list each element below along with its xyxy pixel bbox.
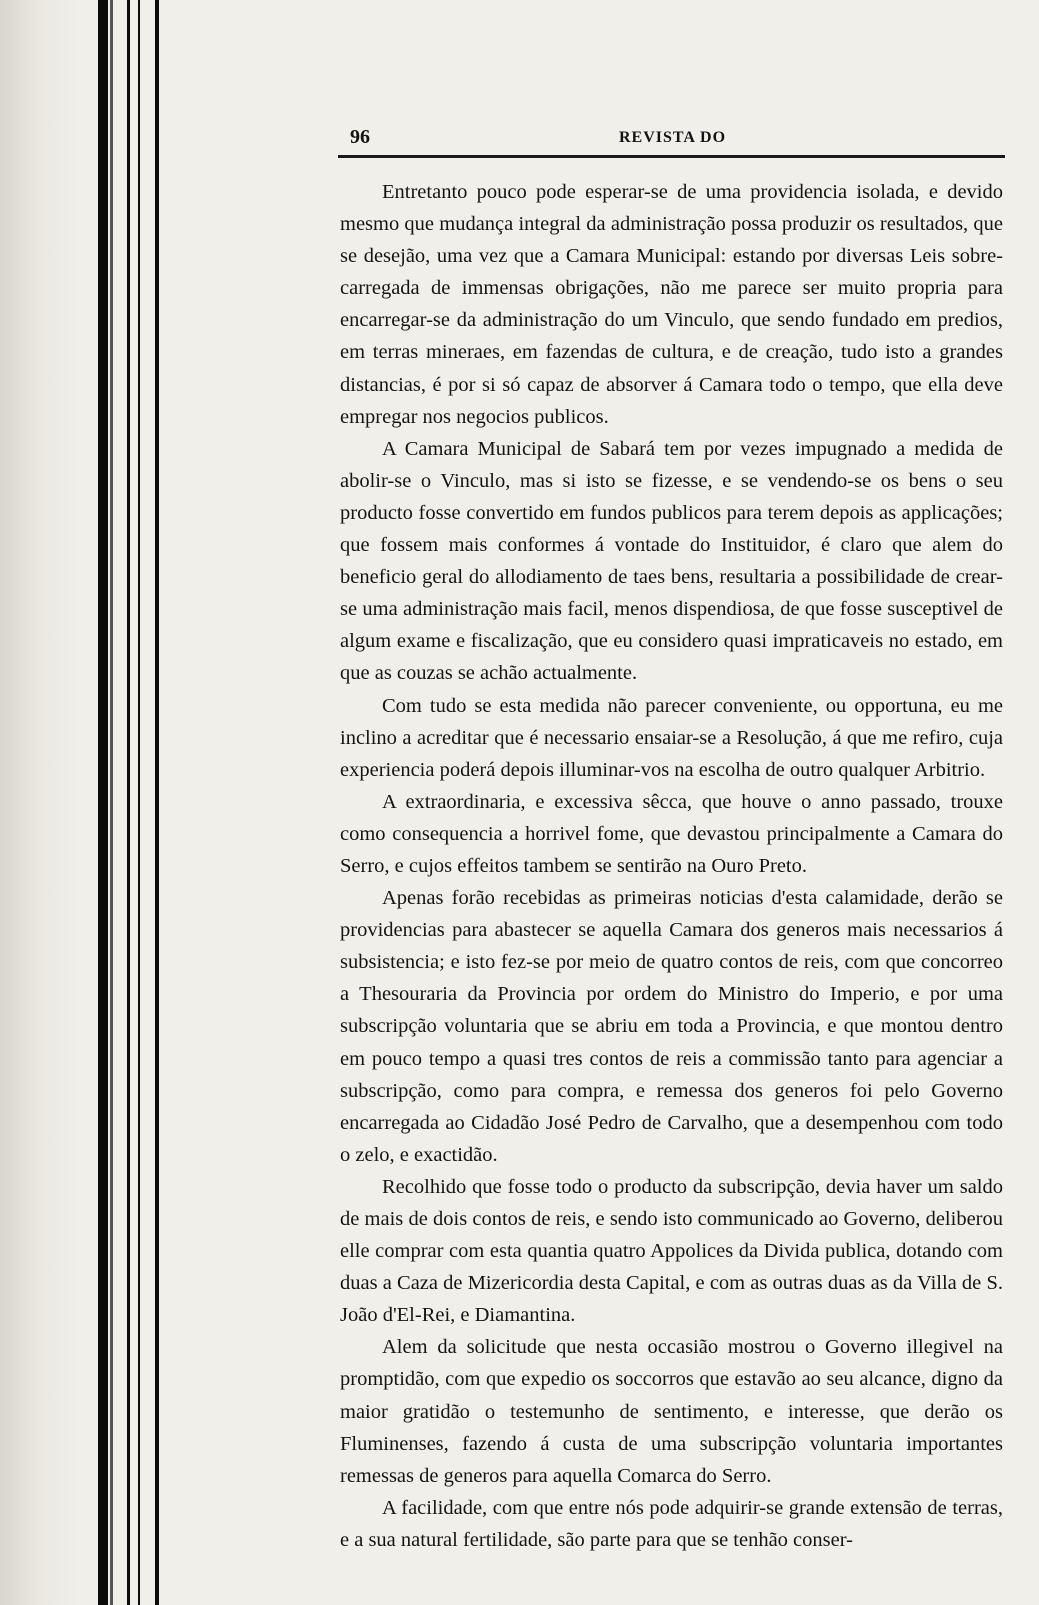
page-number: 96 bbox=[350, 126, 370, 148]
binding-edge bbox=[98, 0, 108, 1605]
paragraph: A facilidade, com que entre nós pode adquirir-se grande extensão de terras, e a sua natural fertilidade, são parte para que se tenhão conser- bbox=[340, 1496, 1003, 1551]
paragraph: Com tudo se esta medida não parecer conveniente, ou opportuna, eu me inclino a acreditar que é necessario ensaiar-se a Resolução, á que me refiro, cuja experiencia poderá depois illuminar-vos na escolha de outro qualquer Arbitrio. bbox=[340, 694, 1003, 781]
binding-edge bbox=[138, 0, 140, 1605]
paragraph: Apenas forão recebidas as primeiras noticias d'esta calamidade, derão se providencias para abastecer se aquella Camara dos generos mais necessarios á subsistencia; e isto fez-se por meio de quatro contos de reis, com que concorreo a Thesouraria da Provincia por ordem do Ministro do Imperio, e por uma subscripção voluntaria que se abriu em toda a Provincia, e que montou dentro em pouco tempo a quasi tres contos de reis a commissão tanto para agenciar a subscripção, como para compra, e remessa dos generos foi pelo Governo encarregada ao Cidadão José Pedro de Carvalho, que a desempenhou com todo o zelo, e exactidão. bbox=[340, 887, 1003, 1166]
paragraph: A Camara Municipal de Sabará tem por vezes impugnado a medida de abolir-se o Vinculo, mas si isto se fizesse, e se vendendo-se os bens o seu producto fosse convertido em fundos publicos para terem depois as applicações; que fossem mais conformes á vontade do Instituidor, é claro que alem do beneficio geral do allodiamento de taes bens, resultaria a possibilidade de crear-se uma administração mais facil, menos dispendiosa, de que fosse susceptivel de algum exame e fiscalização, que eu considero quasi impraticaveis no estado, em que as couzas se achão actualmente. bbox=[340, 437, 1003, 685]
paragraph: A extraordinaria, e excessiva sêcca, que houve o anno passado, trouxe como consequencia a horrivel fome, que devastou principalmente a Camara do Serro, e cujos effeitos tambem se sentirão na Ouro Preto. bbox=[340, 790, 1003, 877]
body-text bbox=[340, 176, 1003, 1556]
binding-edge bbox=[155, 0, 159, 1605]
page-header bbox=[340, 126, 1005, 156]
binding-edge bbox=[127, 0, 130, 1605]
paragraph: Recolhido que fosse todo o producto da subscripção, devia haver um saldo de mais de dois contos de reis, e sendo isto communicado ao Governo, deliberou elle comprar com esta quantia quatro Appolices da Divida publica, dotando com duas a Caza de Mizericordia desta Capital, e com as outras duas as da Villa de S. João d'El-Rei, e Diamantina. bbox=[340, 1175, 1003, 1327]
paragraph: Entretanto pouco pode esperar-se de uma providencia isolada, e devido mesmo que mudança integral da administração possa produzir os resultados, que se desejão, uma vez que a Camara Municipal: estando por diversas Leis sobre-carregada de immensas obrigações, não me parece ser muito propria para encarregar-se da administração do um Vinculo, que sendo fundado em predios, em terras mineraes, em fazendas de cultura, e de creação, tudo isto a grandes distancias, é por si só capaz de absorver á Camara todo o tempo, que ella deve empregar nos negocios publicos. bbox=[340, 181, 1003, 428]
header-rule bbox=[338, 155, 1005, 158]
binding-edge bbox=[110, 0, 113, 1605]
paragraph: Alem da solicitude que nesta occasião mostrou o Governo illegivel na promptidão, com que expedio os soccorros que estavão ao seu alcance, digno da maior gratidão o testemunho de sentimento, e interesse, que derão os Fluminenses, fazendo á custa de uma subscripção voluntaria importantes remessas de generos para aquella Comarca do Serro. bbox=[340, 1336, 1003, 1487]
running-head: REVISTA DO bbox=[618, 129, 727, 146]
